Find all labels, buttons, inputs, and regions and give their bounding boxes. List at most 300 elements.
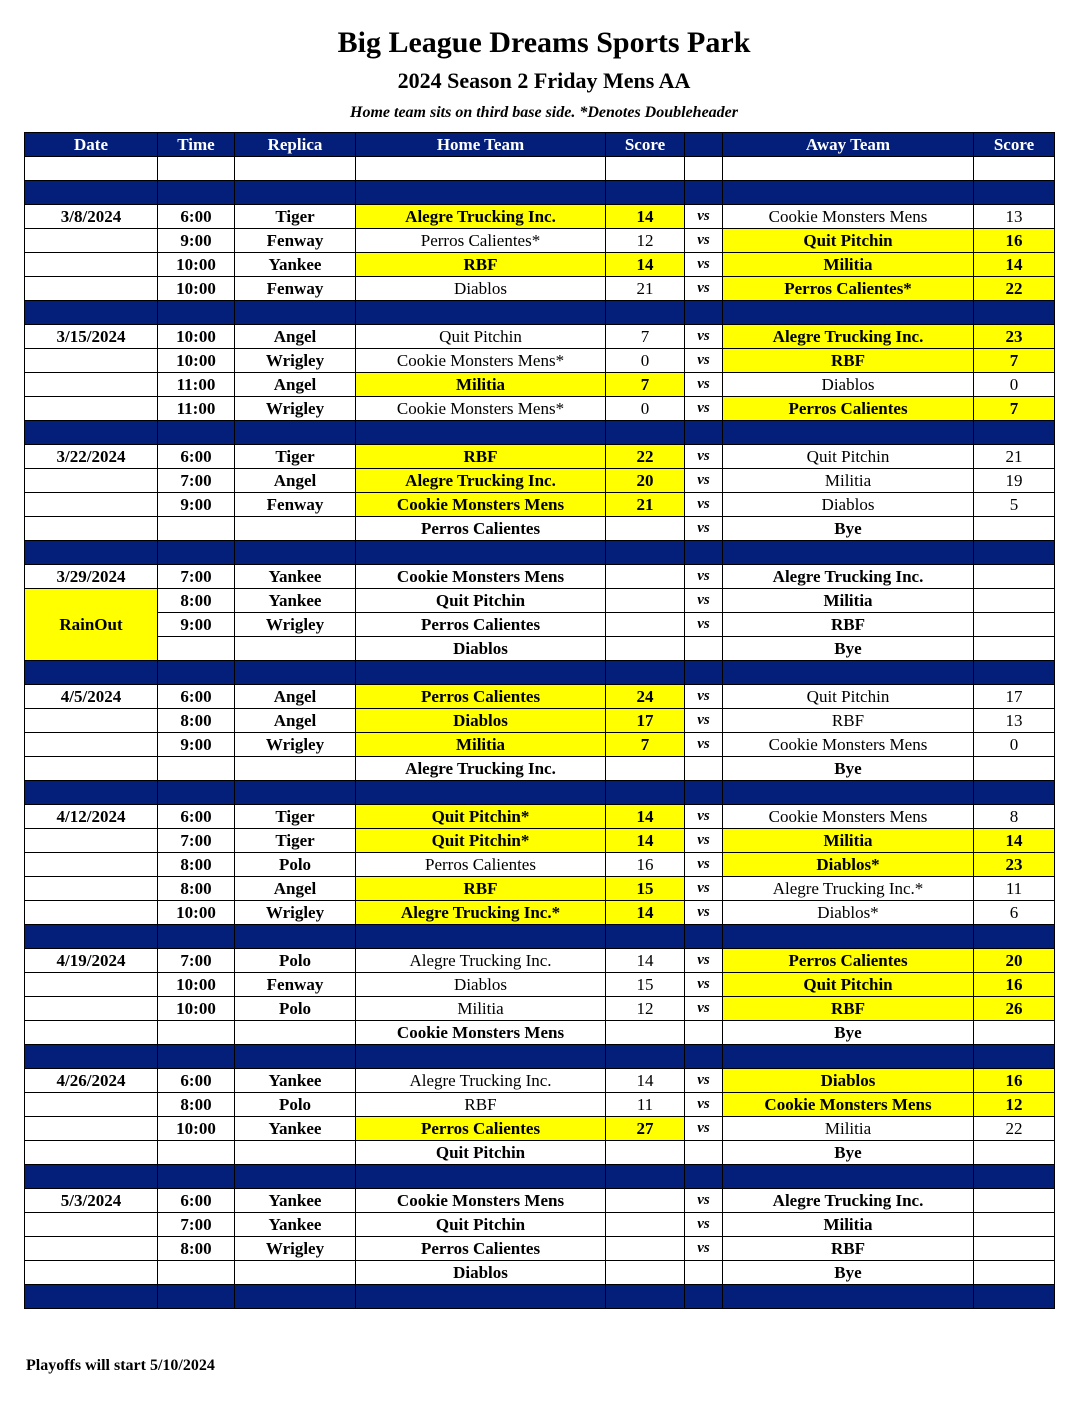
date-cell	[25, 1237, 158, 1261]
empty-cell	[606, 301, 685, 325]
game-row	[25, 853, 1055, 877]
empty-cell	[158, 1045, 235, 1069]
empty-cell	[685, 1045, 723, 1069]
away-score-cell	[974, 613, 1055, 637]
home-score-cell: 21	[606, 493, 685, 517]
vs-cell: vs	[685, 589, 723, 613]
game-row	[25, 493, 1055, 517]
date-cell	[25, 997, 158, 1021]
away-score-cell: 0	[974, 373, 1055, 397]
replica-cell: Wrigley	[235, 901, 356, 925]
away-score-cell: 23	[974, 853, 1055, 877]
empty-cell	[685, 421, 723, 445]
date-cell	[25, 1141, 158, 1165]
time-cell: 10:00	[158, 1117, 235, 1141]
replica-cell: Fenway	[235, 277, 356, 301]
empty-cell	[235, 1285, 356, 1309]
replica-cell: Yankee	[235, 589, 356, 613]
away-score-cell: 19	[974, 469, 1055, 493]
home-team-cell: Alegre Trucking Inc.	[356, 205, 606, 229]
empty-cell	[158, 157, 235, 181]
separator-row	[25, 661, 1055, 685]
vs-cell: vs	[685, 445, 723, 469]
empty-cell	[356, 925, 606, 949]
home-score-cell	[606, 1261, 685, 1285]
game-row	[25, 709, 1055, 733]
empty-cell	[606, 421, 685, 445]
date-cell	[25, 469, 158, 493]
empty-cell	[25, 181, 158, 205]
game-row	[25, 637, 1055, 661]
empty-cell	[723, 781, 974, 805]
vs-cell: vs	[685, 1237, 723, 1261]
home-score-cell: 15	[606, 877, 685, 901]
empty-cell	[685, 1165, 723, 1189]
away-team-cell: Bye	[723, 757, 974, 781]
empty-cell	[356, 301, 606, 325]
home-team-cell: RBF	[356, 445, 606, 469]
schedule-table	[24, 132, 1055, 1309]
empty-cell	[235, 541, 356, 565]
game-row	[25, 973, 1055, 997]
header-away-score: Score	[974, 133, 1055, 157]
header-away-team: Away Team	[723, 133, 974, 157]
away-team-cell: Diablos*	[723, 901, 974, 925]
away-score-cell: 23	[974, 325, 1055, 349]
time-cell: 9:00	[158, 613, 235, 637]
time-cell: 8:00	[158, 709, 235, 733]
header-date: Date	[25, 133, 158, 157]
replica-cell: Angel	[235, 709, 356, 733]
time-cell: 8:00	[158, 1237, 235, 1261]
empty-cell	[606, 661, 685, 685]
game-row	[25, 1093, 1055, 1117]
empty-cell	[158, 781, 235, 805]
vs-cell: vs	[685, 397, 723, 421]
time-cell: 6:00	[158, 1069, 235, 1093]
home-team-cell: Militia	[356, 373, 606, 397]
empty-cell	[606, 1285, 685, 1309]
away-score-cell: 16	[974, 229, 1055, 253]
date-cell	[25, 1213, 158, 1237]
home-team-cell: Perros Calientes	[356, 685, 606, 709]
away-team-cell: Quit Pitchin	[723, 973, 974, 997]
away-team-cell: Quit Pitchin	[723, 445, 974, 469]
vs-cell: vs	[685, 949, 723, 973]
empty-cell	[606, 181, 685, 205]
home-score-cell	[606, 565, 685, 589]
date-cell	[25, 973, 158, 997]
game-row	[25, 325, 1055, 349]
replica-cell: Wrigley	[235, 349, 356, 373]
empty-cell	[606, 781, 685, 805]
away-score-cell	[974, 1141, 1055, 1165]
replica-cell: Angel	[235, 877, 356, 901]
home-score-cell: 7	[606, 373, 685, 397]
time-cell	[158, 517, 235, 541]
away-team-cell: Bye	[723, 637, 974, 661]
replica-cell: Wrigley	[235, 397, 356, 421]
home-score-cell: 14	[606, 253, 685, 277]
away-team-cell: Diablos*	[723, 853, 974, 877]
replica-cell: Yankee	[235, 1069, 356, 1093]
replica-cell: Wrigley	[235, 613, 356, 637]
vs-cell: vs	[685, 1117, 723, 1141]
time-cell: 9:00	[158, 229, 235, 253]
home-team-cell: Alegre Trucking Inc.	[356, 469, 606, 493]
empty-cell	[25, 661, 158, 685]
empty-cell	[356, 421, 606, 445]
header-home-score: Score	[606, 133, 685, 157]
replica-cell: Wrigley	[235, 733, 356, 757]
away-team-cell: Militia	[723, 829, 974, 853]
home-team-cell: Diablos	[356, 973, 606, 997]
home-team-cell: Perros Calientes	[356, 613, 606, 637]
vs-cell: vs	[685, 517, 723, 541]
time-cell: 6:00	[158, 1189, 235, 1213]
vs-cell: vs	[685, 709, 723, 733]
home-score-cell: 14	[606, 949, 685, 973]
home-score-cell	[606, 637, 685, 661]
game-row	[25, 1261, 1055, 1285]
empty-cell	[356, 541, 606, 565]
header-row	[25, 133, 1055, 157]
home-score-cell: 16	[606, 853, 685, 877]
date-cell	[25, 253, 158, 277]
vs-cell: vs	[685, 325, 723, 349]
game-row	[25, 589, 1055, 613]
time-cell	[158, 1021, 235, 1045]
vs-cell: vs	[685, 373, 723, 397]
home-team-cell: Alegre Trucking Inc.	[356, 1069, 606, 1093]
away-score-cell	[974, 1021, 1055, 1045]
empty-cell	[356, 661, 606, 685]
replica-cell: Polo	[235, 997, 356, 1021]
away-team-cell: Bye	[723, 1261, 974, 1285]
replica-cell	[235, 1261, 356, 1285]
empty-cell	[606, 157, 685, 181]
home-score-cell: 14	[606, 805, 685, 829]
vs-cell: vs	[685, 565, 723, 589]
replica-cell: Tiger	[235, 205, 356, 229]
empty-cell	[25, 1285, 158, 1309]
away-team-cell: Perros Calientes*	[723, 277, 974, 301]
empty-cell	[606, 1045, 685, 1069]
vs-cell	[685, 637, 723, 661]
empty-cell	[356, 1045, 606, 1069]
away-team-cell: Cookie Monsters Mens	[723, 205, 974, 229]
replica-cell: Tiger	[235, 829, 356, 853]
home-score-cell: 12	[606, 997, 685, 1021]
home-score-cell: 24	[606, 685, 685, 709]
home-score-cell: 0	[606, 349, 685, 373]
game-row	[25, 373, 1055, 397]
empty-cell	[25, 1165, 158, 1189]
away-team-cell: Bye	[723, 1021, 974, 1045]
away-score-cell: 13	[974, 205, 1055, 229]
date-cell	[25, 877, 158, 901]
empty-cell	[25, 781, 158, 805]
separator-row	[25, 1165, 1055, 1189]
time-cell: 10:00	[158, 277, 235, 301]
separator-row	[25, 925, 1055, 949]
vs-cell: vs	[685, 613, 723, 637]
away-team-cell: RBF	[723, 709, 974, 733]
away-score-cell	[974, 517, 1055, 541]
game-row	[25, 1237, 1055, 1261]
replica-cell	[235, 1021, 356, 1045]
home-team-cell: Militia	[356, 997, 606, 1021]
empty-cell	[235, 157, 356, 181]
home-score-cell	[606, 1189, 685, 1213]
vs-cell: vs	[685, 493, 723, 517]
empty-cell	[974, 1165, 1055, 1189]
time-cell: 10:00	[158, 253, 235, 277]
empty-cell	[974, 301, 1055, 325]
home-team-cell: Alegre Trucking Inc.	[356, 757, 606, 781]
vs-cell: vs	[685, 1093, 723, 1117]
home-team-cell: Perros Calientes*	[356, 229, 606, 253]
replica-cell	[235, 637, 356, 661]
home-score-cell	[606, 1141, 685, 1165]
home-team-cell: RBF	[356, 877, 606, 901]
home-team-cell: Cookie Monsters Mens	[356, 565, 606, 589]
away-team-cell: Alegre Trucking Inc.*	[723, 877, 974, 901]
game-row	[25, 1141, 1055, 1165]
away-score-cell: 7	[974, 397, 1055, 421]
date-cell: 4/26/2024	[25, 1069, 158, 1093]
empty-cell	[25, 541, 158, 565]
time-cell: 9:00	[158, 733, 235, 757]
home-score-cell: 22	[606, 445, 685, 469]
replica-cell: Yankee	[235, 253, 356, 277]
empty-cell	[723, 661, 974, 685]
home-team-cell: Diablos	[356, 637, 606, 661]
time-cell: 11:00	[158, 397, 235, 421]
game-row	[25, 1021, 1055, 1045]
game-row	[25, 829, 1055, 853]
game-row	[25, 349, 1055, 373]
date-cell: 5/3/2024	[25, 1189, 158, 1213]
game-row	[25, 397, 1055, 421]
away-team-cell: Quit Pitchin	[723, 229, 974, 253]
away-team-cell: Militia	[723, 1213, 974, 1237]
date-cell	[25, 349, 158, 373]
date-cell	[25, 733, 158, 757]
separator-row	[25, 1285, 1055, 1309]
vs-cell: vs	[685, 829, 723, 853]
away-score-cell: 20	[974, 949, 1055, 973]
home-score-cell	[606, 1021, 685, 1045]
home-team-cell: Quit Pitchin	[356, 1141, 606, 1165]
date-cell	[25, 1117, 158, 1141]
time-cell: 6:00	[158, 445, 235, 469]
home-score-cell: 15	[606, 973, 685, 997]
game-row	[25, 997, 1055, 1021]
home-score-cell: 21	[606, 277, 685, 301]
home-team-cell: Cookie Monsters Mens*	[356, 397, 606, 421]
home-score-cell: 14	[606, 205, 685, 229]
vs-cell: vs	[685, 469, 723, 493]
home-team-cell: Diablos	[356, 709, 606, 733]
game-row	[25, 565, 1055, 589]
replica-cell: Tiger	[235, 805, 356, 829]
away-team-cell: RBF	[723, 1237, 974, 1261]
away-team-cell: Quit Pitchin	[723, 685, 974, 709]
time-cell: 8:00	[158, 877, 235, 901]
home-team-cell: Alegre Trucking Inc.	[356, 949, 606, 973]
away-team-cell: Bye	[723, 1141, 974, 1165]
away-team-cell: Alegre Trucking Inc.	[723, 1189, 974, 1213]
away-score-cell	[974, 1237, 1055, 1261]
game-row	[25, 205, 1055, 229]
header-vs	[685, 133, 723, 157]
home-team-cell: Perros Calientes	[356, 853, 606, 877]
replica-cell: Yankee	[235, 1213, 356, 1237]
away-score-cell: 16	[974, 1069, 1055, 1093]
time-cell: 6:00	[158, 205, 235, 229]
empty-cell	[158, 421, 235, 445]
home-score-cell: 12	[606, 229, 685, 253]
header-time: Time	[158, 133, 235, 157]
away-score-cell: 5	[974, 493, 1055, 517]
away-team-cell: Diablos	[723, 373, 974, 397]
home-score-cell: 11	[606, 1093, 685, 1117]
time-cell: 8:00	[158, 1093, 235, 1117]
game-row	[25, 469, 1055, 493]
replica-cell: Angel	[235, 685, 356, 709]
playoffs-note: Playoffs will start 5/10/2024	[26, 1357, 215, 1374]
home-team-cell: Cookie Monsters Mens*	[356, 349, 606, 373]
game-row	[25, 445, 1055, 469]
empty-cell	[25, 157, 158, 181]
replica-cell: Yankee	[235, 565, 356, 589]
home-score-cell	[606, 1213, 685, 1237]
date-cell	[25, 397, 158, 421]
date-cell	[25, 277, 158, 301]
away-team-cell: Militia	[723, 1117, 974, 1141]
away-team-cell: RBF	[723, 613, 974, 637]
game-row	[25, 805, 1055, 829]
vs-cell: vs	[685, 733, 723, 757]
home-team-cell: Cookie Monsters Mens	[356, 1021, 606, 1045]
header-replica: Replica	[235, 133, 356, 157]
away-score-cell: 12	[974, 1093, 1055, 1117]
game-row	[25, 757, 1055, 781]
game-row	[25, 1213, 1055, 1237]
time-cell: 7:00	[158, 565, 235, 589]
empty-cell	[685, 1285, 723, 1309]
home-team-cell: Militia	[356, 733, 606, 757]
date-cell	[25, 1021, 158, 1045]
home-team-cell: Quit Pitchin	[356, 589, 606, 613]
vs-cell: vs	[685, 1189, 723, 1213]
empty-cell	[723, 181, 974, 205]
empty-cell	[606, 925, 685, 949]
empty-cell	[356, 157, 606, 181]
empty-cell	[25, 1045, 158, 1069]
empty-cell	[974, 157, 1055, 181]
replica-cell: Polo	[235, 853, 356, 877]
away-score-cell	[974, 1213, 1055, 1237]
away-score-cell: 7	[974, 349, 1055, 373]
away-score-cell	[974, 565, 1055, 589]
date-cell: 4/19/2024	[25, 949, 158, 973]
empty-cell	[685, 781, 723, 805]
time-cell: 6:00	[158, 805, 235, 829]
vs-cell: vs	[685, 253, 723, 277]
time-cell: 10:00	[158, 325, 235, 349]
away-score-cell: 17	[974, 685, 1055, 709]
replica-cell: Fenway	[235, 493, 356, 517]
separator-row	[25, 301, 1055, 325]
empty-cell	[356, 781, 606, 805]
time-cell: 7:00	[158, 829, 235, 853]
away-team-cell: Alegre Trucking Inc.	[723, 565, 974, 589]
vs-cell: vs	[685, 685, 723, 709]
separator-row	[25, 421, 1055, 445]
empty-cell	[974, 1045, 1055, 1069]
empty-cell	[356, 181, 606, 205]
date-cell	[25, 373, 158, 397]
vs-cell: vs	[685, 853, 723, 877]
game-row	[25, 229, 1055, 253]
away-score-cell: 22	[974, 277, 1055, 301]
away-team-cell: Diablos	[723, 1069, 974, 1093]
away-team-cell: Militia	[723, 469, 974, 493]
empty-cell	[974, 541, 1055, 565]
home-score-cell	[606, 517, 685, 541]
home-team-cell: Quit Pitchin*	[356, 805, 606, 829]
empty-cell	[974, 1285, 1055, 1309]
time-cell: 10:00	[158, 901, 235, 925]
home-team-cell: Diablos	[356, 277, 606, 301]
vs-cell	[685, 1141, 723, 1165]
empty-cell	[235, 661, 356, 685]
empty-cell	[25, 301, 158, 325]
vs-cell: vs	[685, 901, 723, 925]
empty-cell	[158, 181, 235, 205]
separator-row	[25, 781, 1055, 805]
page-title: Big League Dreams Sports Park	[337, 26, 751, 59]
empty-cell	[723, 925, 974, 949]
page-note: Home team sits on third base side. *Denotes Doubleheader	[350, 104, 738, 121]
away-score-cell: 11	[974, 877, 1055, 901]
away-score-cell: 16	[974, 973, 1055, 997]
game-row	[25, 613, 1055, 637]
date-cell	[25, 853, 158, 877]
empty-cell	[974, 925, 1055, 949]
home-score-cell: 14	[606, 1069, 685, 1093]
vs-cell: vs	[685, 277, 723, 301]
home-score-cell: 14	[606, 829, 685, 853]
date-cell	[25, 229, 158, 253]
time-cell: 10:00	[158, 349, 235, 373]
date-cell	[25, 709, 158, 733]
away-team-cell: Perros Calientes	[723, 397, 974, 421]
home-score-cell: 20	[606, 469, 685, 493]
vs-cell: vs	[685, 877, 723, 901]
empty-cell	[235, 1165, 356, 1189]
empty-cell	[158, 1285, 235, 1309]
home-score-cell: 17	[606, 709, 685, 733]
away-score-cell: 26	[974, 997, 1055, 1021]
empty-cell	[723, 541, 974, 565]
date-cell: 4/12/2024	[25, 805, 158, 829]
separator-row	[25, 541, 1055, 565]
home-team-cell: Cookie Monsters Mens	[356, 1189, 606, 1213]
empty-cell	[356, 1165, 606, 1189]
